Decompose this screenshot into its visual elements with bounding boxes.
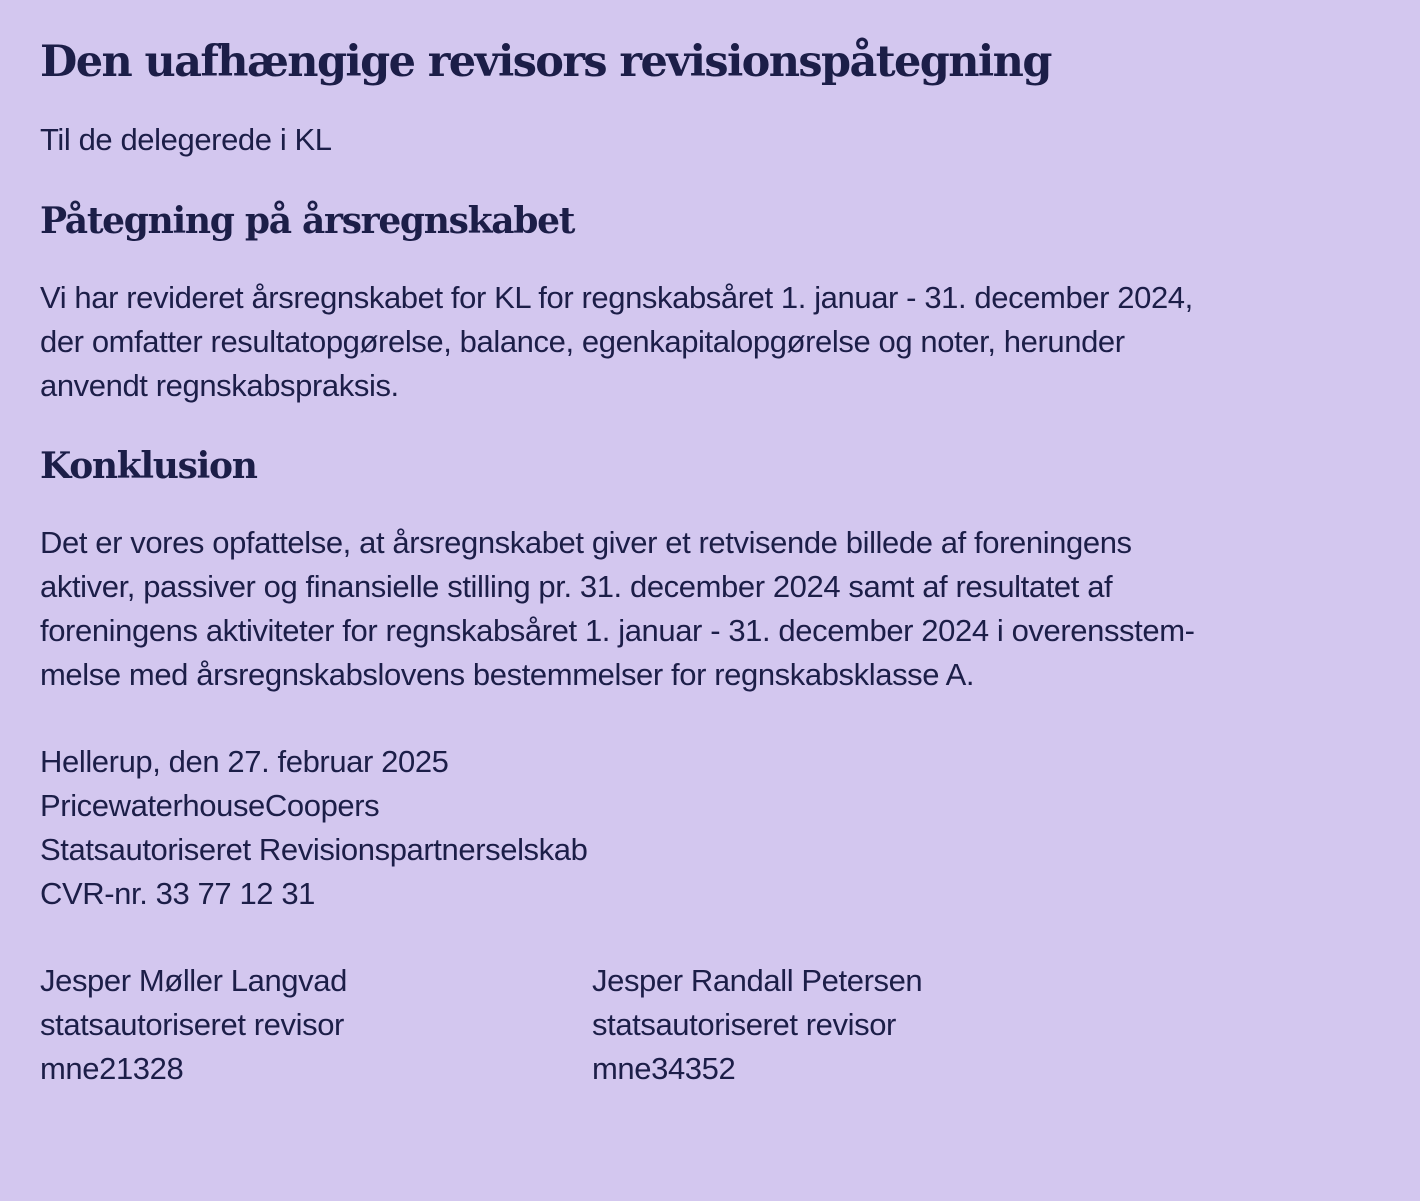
paragraph-line: Vi har revideret årsregnskabet for KL for regnskabsåret 1. januar - 31. december 2024, [40, 280, 1193, 315]
addressee: Til de delegerede i KL [40, 122, 332, 157]
firm-name: PricewaterhouseCoopers [40, 788, 380, 823]
firm-type: Statsautoriseret Revisionspartnerselskab [40, 832, 588, 867]
signer-block [592, 959, 922, 1091]
place-date: Hellerup, den 27. februar 2025 [40, 744, 449, 779]
section-heading-conclusion: Konklusion [40, 445, 257, 487]
signer-id: mne34352 [592, 1051, 736, 1086]
firm-block [40, 740, 587, 916]
statement-paragraph [40, 276, 1400, 408]
paragraph-line: der omfatter resultatopgørelse, balance, egenkapitalopgørelse og noter, herunder [40, 324, 1125, 359]
firm-cvr: CVR-nr. 33 77 12 31 [40, 876, 316, 911]
paragraph-line: anvendt regnskabspraksis. [40, 368, 399, 403]
paragraph-line: foreningens aktiviteter for regnskabsåret 1. januar - 31. december 2024 i overensstem- [40, 613, 1195, 648]
paragraph-line: Det er vores opfattelse, at årsregnskabet giver et retvisende billede af foreningens [40, 525, 1132, 560]
paragraph-line: aktiver, passiver og finansielle stilling pr. 31. december 2024 samt af resultatet af [40, 569, 1113, 604]
section-heading-statement: Påtegning på årsregnskabet [40, 200, 575, 242]
signer-title: statsautoriseret revisor [40, 1007, 344, 1042]
page-title: Den uafhængige revisors revisionspåtegning [40, 37, 1051, 87]
signer-name: Jesper Randall Petersen [592, 963, 923, 998]
signer-name: Jesper Møller Langvad [40, 963, 347, 998]
conclusion-paragraph [40, 521, 1400, 697]
signer-title: statsautoriseret revisor [592, 1007, 896, 1042]
paragraph-line: melse med årsregnskabslovens bestemmelser for regnskabsklasse A. [40, 657, 975, 692]
signer-block [40, 959, 347, 1091]
signer-id: mne21328 [40, 1051, 184, 1086]
